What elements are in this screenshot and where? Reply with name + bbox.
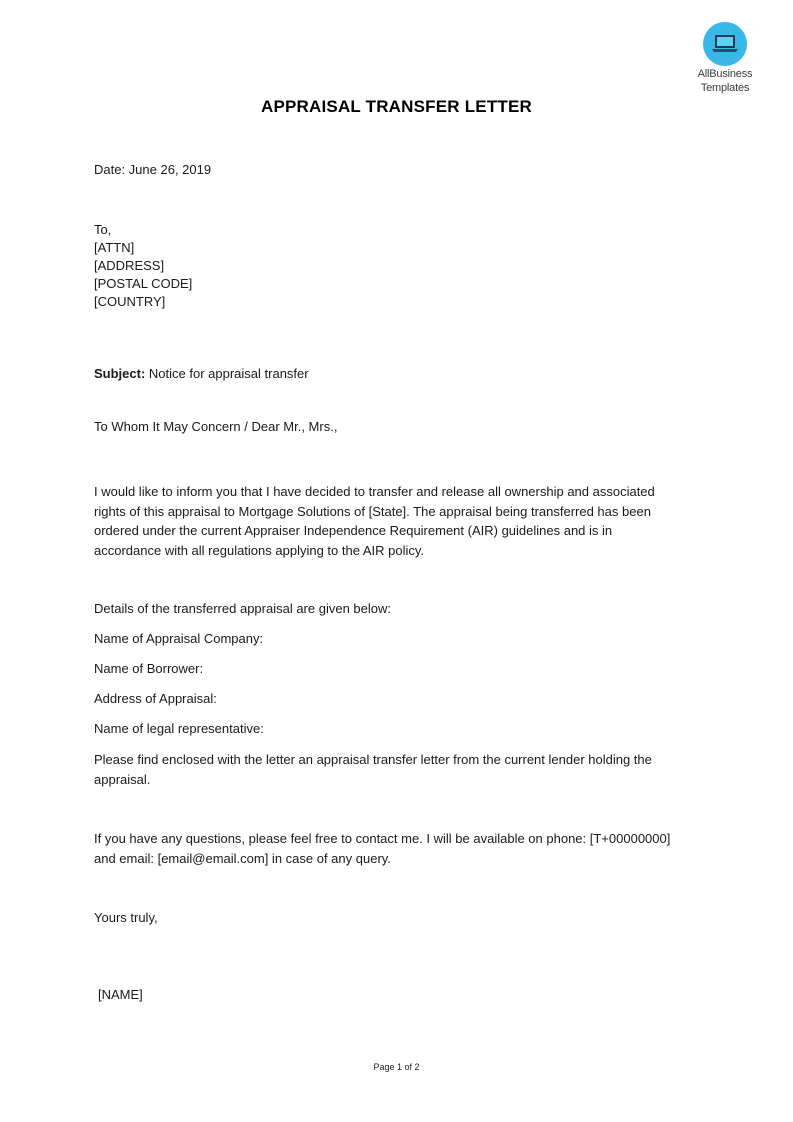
paragraph-line: ordered under the current Appraiser Independence Requirement (AIR) guidelines and is in — [94, 523, 613, 538]
subject-line — [94, 365, 309, 383]
logo-text-line2: Templates — [700, 82, 750, 94]
logo-text-line1: AllBusiness — [697, 68, 753, 80]
closing: Yours truly, — [94, 910, 158, 925]
paragraph-line: and email: [email@email.com] in case of any query. — [94, 850, 391, 866]
subject-text: Notice for appraisal transfer — [145, 366, 309, 381]
body-paragraph-contact — [94, 829, 694, 868]
paragraph-line: appraisal. — [94, 771, 151, 787]
address-country: [COUNTRY] — [94, 294, 166, 309]
body-paragraph-transfer — [94, 482, 694, 560]
page-number: Page 1 of 2 — [373, 1062, 420, 1072]
paragraph-line: Please find enclosed with the letter an appraisal transfer letter from the current lender holding the — [94, 752, 652, 767]
field-legal-representative: Name of legal representative: — [94, 721, 264, 736]
salutation: To Whom It May Concern / Dear Mr., Mrs., — [94, 419, 338, 434]
paragraph-line: rights of this appraisal to Mortgage Solutions of [State]. The appraisal being transferred has been — [94, 503, 651, 519]
laptop-icon — [703, 22, 747, 66]
paragraph-line: accordance with all regulations applying to the AIR policy. — [94, 542, 425, 558]
field-appraisal-company: Name of Appraisal Company: — [94, 631, 264, 646]
field-appraisal-address: Address of Appraisal: — [94, 691, 217, 706]
field-borrower: Name of Borrower: — [94, 661, 204, 676]
logo-badge — [703, 22, 747, 66]
address-street: [ADDRESS] — [94, 258, 165, 273]
address-attn: [ATTN] — [94, 240, 135, 255]
signature-name: [NAME] — [98, 987, 143, 1002]
paragraph-line: If you have any questions, please feel free to contact me. I will be available on phone: [T+00000000] — [94, 831, 671, 846]
body-paragraph-enclosed — [94, 750, 694, 789]
details-intro: Details of the transferred appraisal are given below: — [94, 601, 391, 616]
company-logo — [690, 22, 760, 94]
document-title: APPRAISAL TRANSFER LETTER — [260, 97, 533, 116]
letter-date: Date: June 26, 2019 — [94, 162, 212, 177]
paragraph-line: I would like to inform you that I have decided to transfer and release all ownership and associated — [94, 484, 655, 499]
address-postal-code: [POSTAL CODE] — [94, 276, 193, 291]
subject-label: Subject: — [94, 366, 146, 381]
address-to: To, — [94, 222, 112, 237]
